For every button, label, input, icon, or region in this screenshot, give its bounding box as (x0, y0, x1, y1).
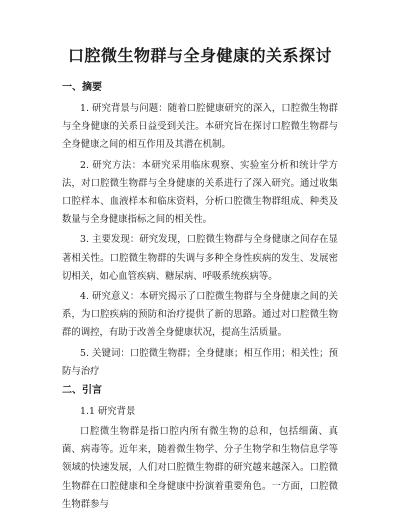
introduction-heading: 二、引言 (62, 385, 102, 397)
introduction-subheading: 1.1 研究背景 (80, 406, 136, 418)
abstract-paragraph-background: 1. 研究背景与问题：随着口腔健康研究的深入，口腔微生物群与全身健康的关系日益受到关注。本研究旨在探讨口腔微生物群与全身健康之间的相互作用及其潜在机制。 (62, 103, 338, 151)
abstract-paragraph-findings: 3. 主要发现：研究发现，口腔微生物群与全身健康之间存在显著相关性。口腔微生物群的失调与多种全身性疾病的发生、发展密切相关，如心血管疾病、糖尿病、呼吸系统疾病等。 (62, 234, 338, 282)
abstract-paragraph-significance: 4. 研究意义：本研究揭示了口腔微生物群与全身健康之间的关系，为口腔疾病的预防和治疗提供了新的思路。通过对口腔微生物群的调控，有助于改善全身健康状况，提高生活质量。 (62, 291, 338, 339)
abstract-heading: 一、摘要 (62, 82, 102, 93)
document-title: 口腔微生物群与全身健康的关系探讨 (67, 46, 332, 65)
introduction-paragraph: 口腔微生物群是指口腔内所有微生物的总和，包括细菌、真菌、病毒等。近年来，随着微生物学、分子生物学和生物信息学等领域的快速发展，人们对口腔微生物群的研究越来越深入。口腔微生物群在口腔健康和全身健康中扮演着重要角色。一方面，口腔微生物群参与 (62, 426, 338, 510)
abstract-paragraph-keywords: 5. 关键词：口腔微生物群；全身健康；相互作用；相关性；预防与治疗 (62, 347, 338, 377)
abstract-paragraph-methods: 2. 研究方法：本研究采用临床观察、实验室分析和统计学方法，对口腔微生物群与全身健康的关系进行了深入研究。通过收集口腔样本、血液样本和临床资料，分析口腔微生物群组成、种类及数量与全身健康指标之间的相关性。 (62, 159, 338, 226)
